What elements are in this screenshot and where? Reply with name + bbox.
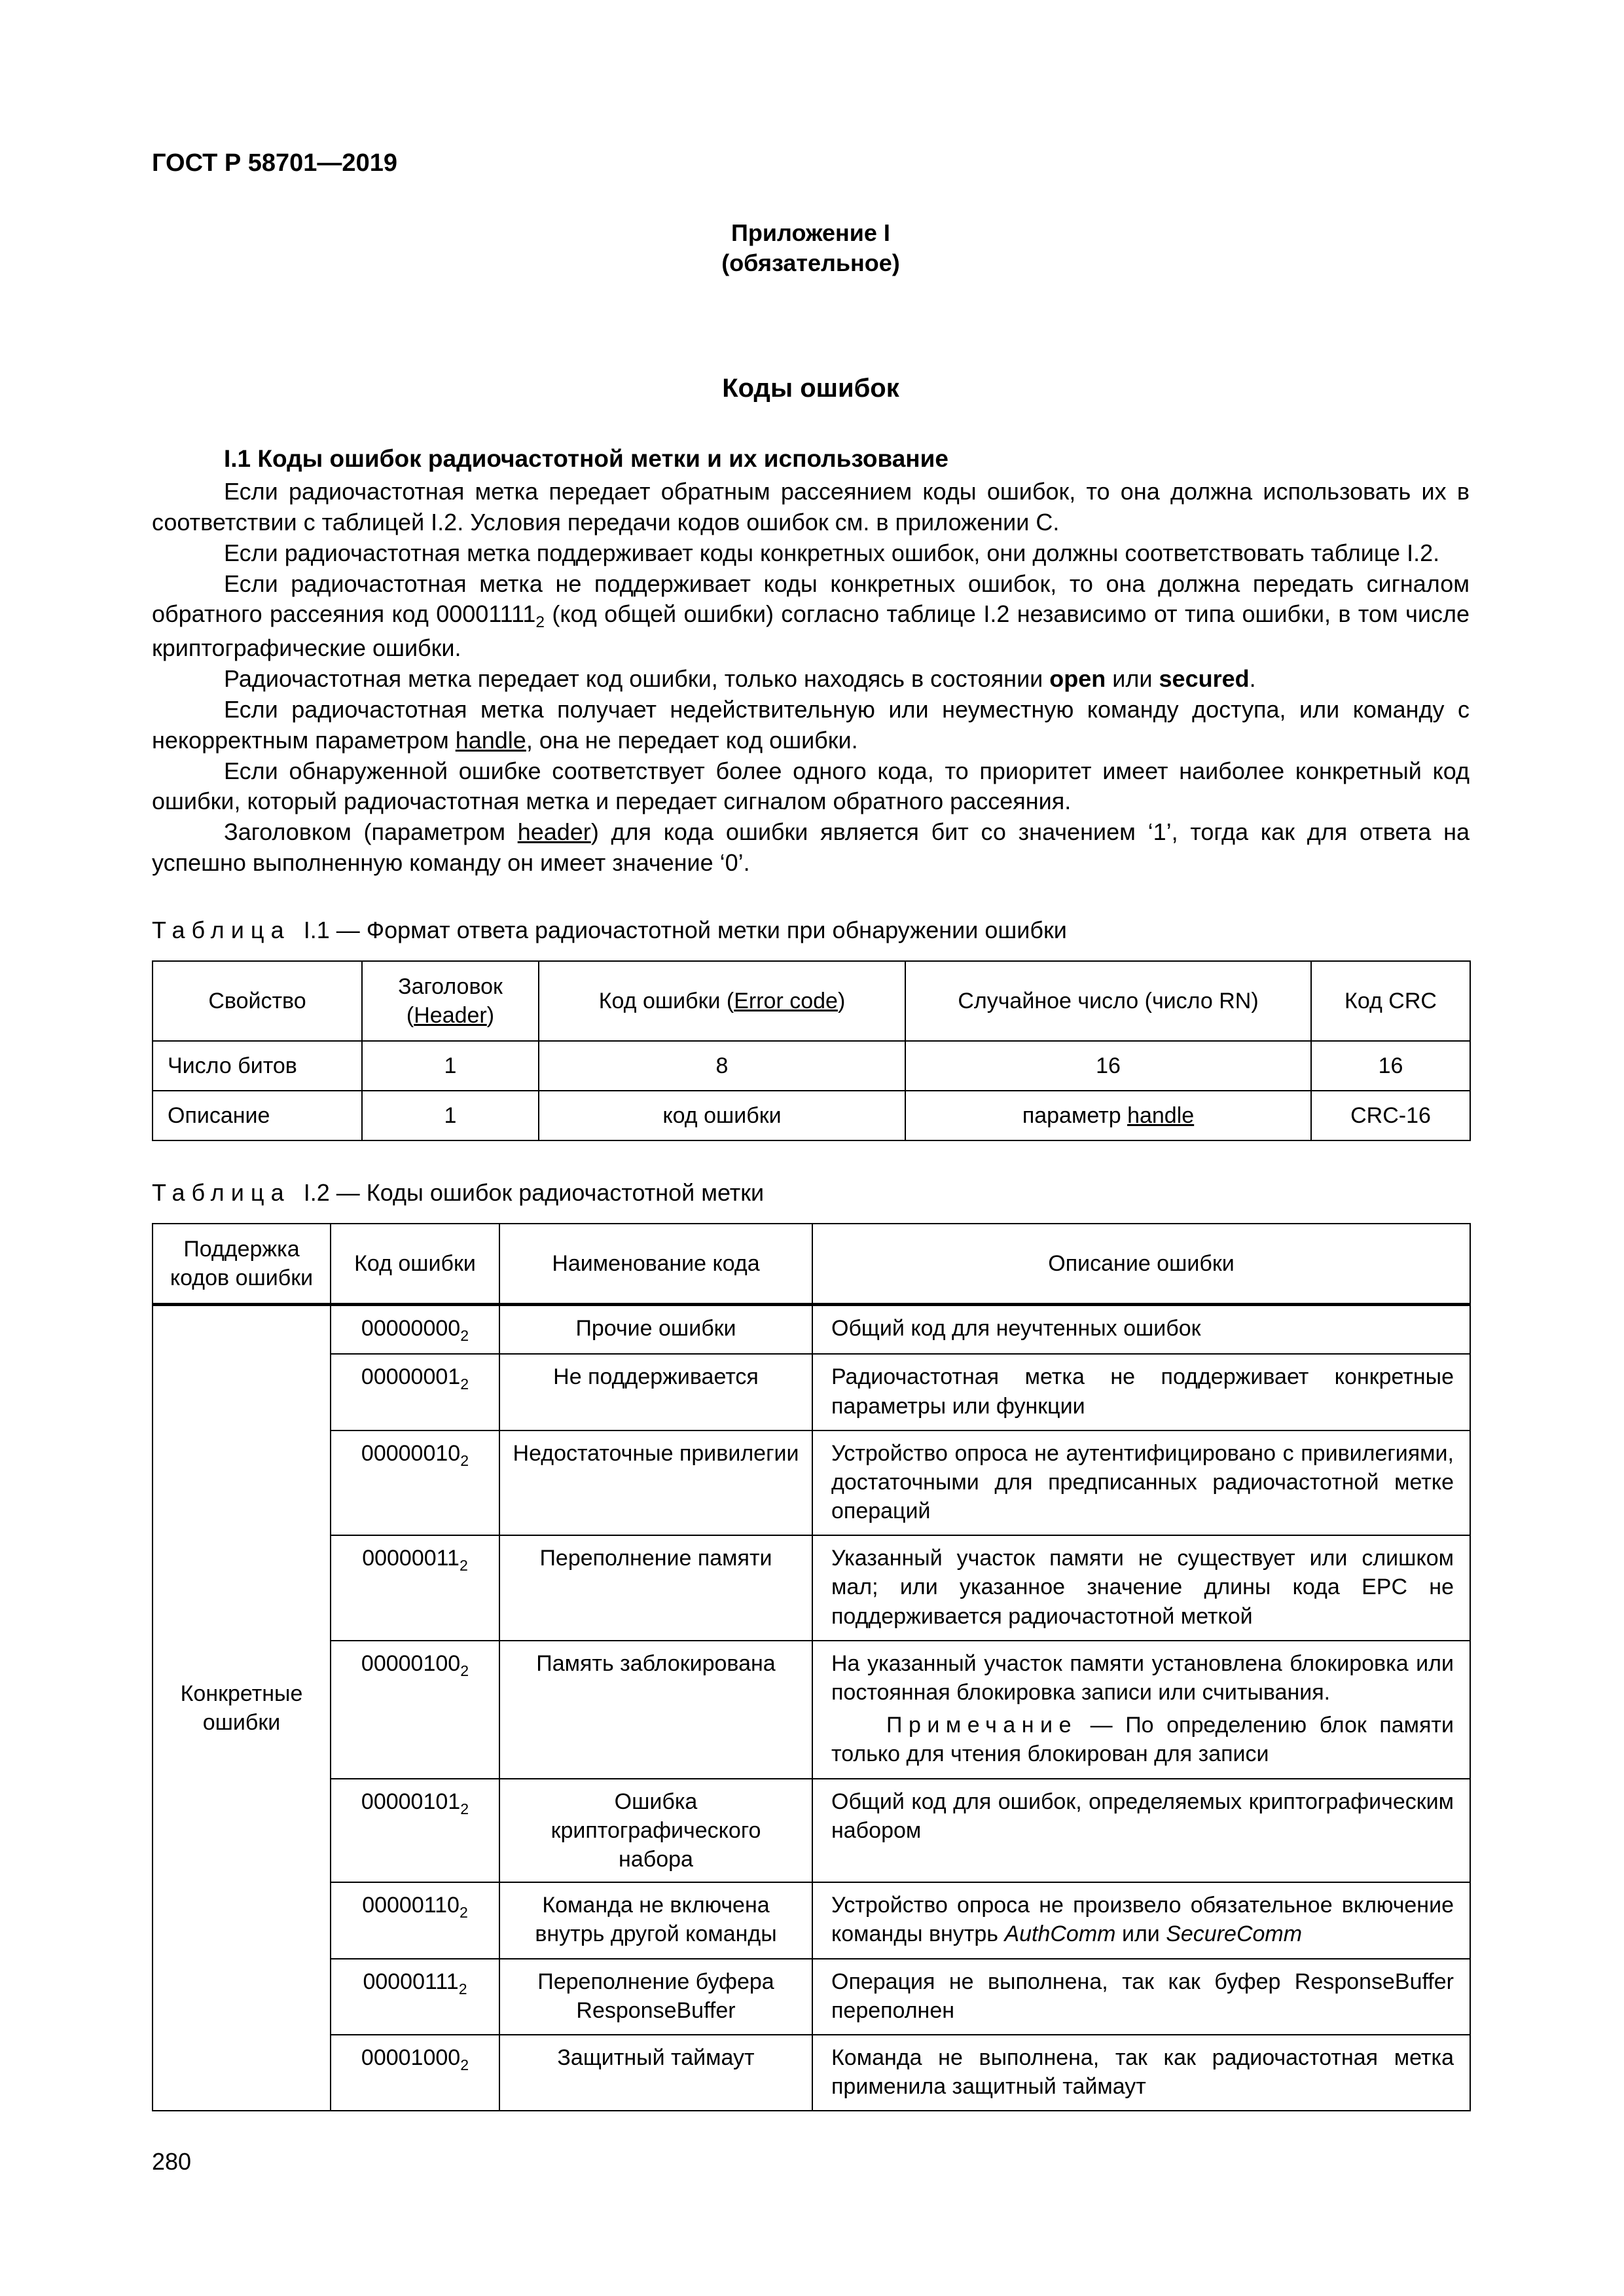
error-group-label-cell: Конкретные ошибки	[153, 1305, 331, 2111]
table2-row	[153, 1959, 1470, 2035]
table1-header-cell: Случайное число (число RN)	[905, 961, 1311, 1041]
text-run-u: Error code	[734, 988, 838, 1013]
page-number: 280	[152, 2148, 192, 2176]
doc-header: ГОСТ Р 58701—2019	[152, 149, 397, 177]
text-run-sub: 2	[460, 1662, 469, 1679]
table2-body	[153, 1305, 1470, 2111]
paragraph: Если радиочастотная метка получает недействительную или неуместную команду доступа, или команду с некорректным параметром handle, она не передает код ошибки.	[152, 695, 1470, 754]
table1-cell: код ошибки	[539, 1091, 905, 1140]
error-code-cell: $00000111_2$	[331, 1959, 499, 2035]
table1-header-cell: Заголовок (Header)	[362, 961, 539, 1041]
table1-body	[153, 1041, 1470, 1140]
table1-cell: 16	[905, 1041, 1311, 1091]
text-run-sub: 2	[535, 613, 545, 632]
error-name-cell: Прочие ошибки	[499, 1305, 812, 1354]
text-run-i: SecureComm	[1166, 1922, 1303, 1947]
description-paragraph: Общий код для ошибок, определяемых криптографическим набором	[831, 1789, 1454, 1843]
error-code-cell: $00000100_2$	[331, 1641, 499, 1779]
text-run-sub: 2	[459, 1557, 468, 1575]
text-run-sub: 2	[460, 2056, 469, 2073]
error-description-cell	[812, 1641, 1470, 1779]
text-run-u: handle	[1127, 1103, 1195, 1129]
appendix-line-2: (обязательное)	[721, 249, 900, 277]
table1-cell: 1	[362, 1091, 539, 1140]
error-name-cell: Недостаточные привилегии	[499, 1430, 812, 1536]
text-run-sp: Таблица	[152, 1179, 291, 1207]
description-paragraph: Общий код для неучтенных ошибок	[831, 1316, 1201, 1341]
text-run-sub: 2	[459, 1903, 468, 1921]
table1-head	[153, 961, 1470, 1041]
description-paragraph: Команда не выполнена, так как радиочастотная метка применила защитный таймаут	[831, 2045, 1454, 2100]
text-run-sub: 2	[458, 1980, 467, 1997]
paragraph: Заголовком (параметром header) для кода ошибки является бит со значением ‘1’, тогда как для ответа на успешно выполненную команду он имеет значение ‘0’.	[152, 818, 1470, 876]
table1-header-cell: Код CRC	[1311, 961, 1470, 1041]
error-description-cell	[812, 1430, 1470, 1536]
description-paragraph: Устройство опроса не произвело обязательное включение команды внутрь AuthComm или SecureComm	[831, 1893, 1454, 1947]
table1-header-cell: Код ошибки (Error code)	[539, 961, 905, 1041]
table2-row	[153, 1305, 1470, 1354]
text-run-sub: 2	[460, 1376, 469, 1393]
paragraph: Если радиочастотная метка передает обратным рассеянием коды ошибок, то она должна использовать их в соответствии с таблицей I.2. Условия передачи кодов ошибок см. в приложении C.	[152, 478, 1470, 536]
error-code-cell: $00000000_2$	[331, 1305, 499, 1354]
table2-row	[153, 2035, 1470, 2111]
table1-cell: Описание	[153, 1091, 362, 1140]
paragraph: Если радиочастотная метка поддерживает коды конкретных ошибок, они должны соответствовать таблице I.2.	[224, 539, 1440, 566]
table1-cell: Число битов	[153, 1041, 362, 1091]
text-run-b: secured	[1159, 665, 1250, 693]
table1-caption: Таблица I.1 — Формат ответа радиочастотной метки при обнаружении ошибки	[152, 916, 1067, 943]
error-description-cell	[812, 1779, 1470, 1883]
error-code-cell: $00000011_2$	[331, 1535, 499, 1641]
error-name-cell: Ошибка криптографического набора	[499, 1779, 812, 1883]
error-name-cell: Переполнение буфера ResponseBuffer	[499, 1959, 812, 2035]
text-run-sp: Примечание	[886, 1713, 1077, 1738]
table2-caption: Таблица I.2 — Коды ошибок радиочастотной метки	[152, 1179, 765, 1207]
table1-cell: параметр handle	[905, 1091, 1311, 1140]
error-name-cell: Память заблокирована	[499, 1641, 812, 1779]
text-run-u: handle	[455, 726, 526, 754]
error-code-cell: $00000010_2$	[331, 1430, 499, 1536]
table2-header-row	[153, 1224, 1470, 1305]
table-response-format	[152, 960, 1471, 1142]
text-run-b: open	[1049, 665, 1106, 693]
table2-row	[153, 1641, 1470, 1779]
text-run-sub: 2	[460, 1451, 469, 1469]
text-run-u: Header	[414, 1002, 487, 1028]
error-description-cell	[812, 1882, 1470, 1958]
error-description-cell	[812, 1354, 1470, 1430]
table2-row	[153, 1354, 1470, 1430]
paragraph: Если радиочастотная метка не поддерживает коды конкретных ошибок, то она должна передать сигналом обратного рассеяния код $00001111_2$ (код общей ошибки) согласно таблице I.2 независимо от типа ошибки, в том числе криптографические ошибки.	[152, 570, 1470, 662]
table2-header-cell: Описание ошибки	[812, 1224, 1470, 1305]
description-paragraph: Примечание — По определению блок памяти только для чтения блокирован для записи	[831, 1713, 1454, 1767]
table1-cell: 16	[1311, 1041, 1470, 1091]
table1-row	[153, 1091, 1470, 1140]
description-paragraph: Устройство опроса не аутентифицировано с привилегиями, достаточными для предписанных радиочастотной метке операций	[831, 1440, 1454, 1524]
description-paragraph: На указанный участок памяти установлена блокировка или постоянная блокировка записи или считывания.	[831, 1650, 1454, 1705]
appendix-line-1: Приложение I	[731, 219, 890, 246]
table2-header-cell: Поддержка кодов ошибки	[153, 1224, 331, 1305]
table2-header-cell: Код ошибки	[331, 1224, 499, 1305]
table2-row	[153, 1779, 1470, 1883]
error-code-cell: $00000001_2$	[331, 1354, 499, 1430]
table2-header-cell: Наименование кода	[499, 1224, 812, 1305]
text-run-sub: 2	[460, 1327, 469, 1345]
table2-row	[153, 1535, 1470, 1641]
table1-header-cell: Свойство	[153, 961, 362, 1041]
error-code-cell: $00001000_2$	[331, 2035, 499, 2111]
body-paragraphs	[152, 477, 1470, 879]
description-paragraph: Указанный участок памяти не существует или слишком мал; или указанное значение длины кода EPC не поддерживается радиочастотной меткой	[831, 1546, 1454, 1629]
table-error-codes	[152, 1223, 1471, 2111]
description-paragraph: Операция не выполнена, так как буфер ResponseBuffer переполнен	[831, 1969, 1454, 2023]
text-run-sp: Таблица	[152, 916, 291, 943]
error-name-cell: Переполнение памяти	[499, 1535, 812, 1641]
section-heading: I.1 Коды ошибок радиочастотной метки и их использование	[224, 445, 948, 473]
error-code-cell: $00000110_2$	[331, 1882, 499, 1958]
description-paragraph: Радиочастотная метка не поддерживает конкретные параметры или функции	[831, 1364, 1454, 1419]
error-code-cell: $00000101_2$	[331, 1779, 499, 1883]
text-run-u: header	[517, 818, 591, 846]
error-description-cell	[812, 1535, 1470, 1641]
error-description-cell	[812, 1959, 1470, 2035]
error-description-cell	[812, 2035, 1470, 2111]
text-run-i: AuthComm	[1004, 1922, 1116, 1947]
error-name-cell: Не поддерживается	[499, 1354, 812, 1430]
error-description-cell	[812, 1305, 1470, 1354]
table1-cell: CRC-16	[1311, 1091, 1470, 1140]
paragraph: Если обнаруженной ошибке соответствует более одного кода, то приоритет имеет наиболее конкретный код ошибки, который радиочастотная метка и передает сигналом обратного рассеяния.	[152, 757, 1470, 815]
table1-row	[153, 1041, 1470, 1091]
error-name-cell: Защитный таймаут	[499, 2035, 812, 2111]
page-title: Коды ошибок	[722, 374, 899, 403]
table2-row	[153, 1430, 1470, 1536]
table2-row	[153, 1882, 1470, 1958]
text-run-sub: 2	[460, 1800, 469, 1817]
error-name-cell: Команда не включена внутрь другой команды	[499, 1882, 812, 1958]
table2-head	[153, 1224, 1470, 1305]
table1-header-row	[153, 961, 1470, 1041]
table1-cell: 8	[539, 1041, 905, 1091]
table1-cell: 1	[362, 1041, 539, 1091]
paragraph: Радиочастотная метка передает код ошибки, только находясь в состоянии open или secured.	[224, 665, 1256, 693]
